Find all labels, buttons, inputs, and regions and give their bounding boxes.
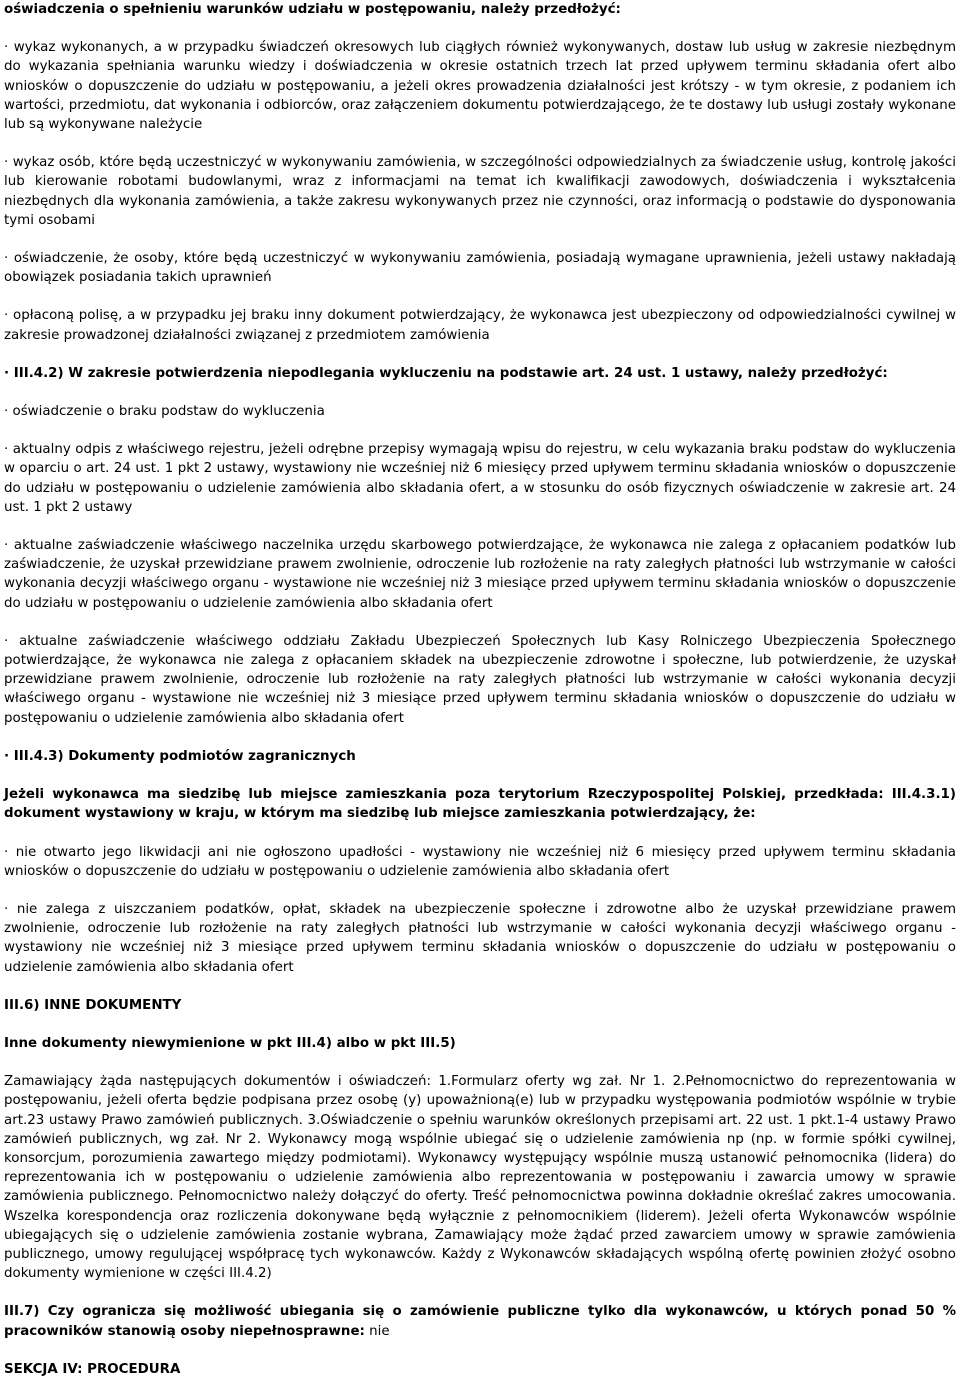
other-documents-heading: Inne dokumenty niewymienione w pkt III.4) albo w pkt III.5) xyxy=(4,1035,456,1051)
list-item-zaswiadczenie-us: · aktualne zaświadczenie właściwego naczelnika urzędu skarbowego potwierdzające, że wykonawca nie zalega z opłacaniem podatków lub zaświadczenie, że uzyskał przewidziane prawem zwolnienie, odroczenie lub rozłożenie na raty zaległych płatności lub wstrzymanie w całości wykonania decyzji właściwego organu - wystawione nie wcześniej niż 3 miesiące przed upływem terminu składania wniosków o dopuszczenie do udziału w postępowaniu o udzielenie zamówienia albo składania ofert xyxy=(4,538,956,611)
list-item-oswiadczenie-braku: · oświadczenie o braku podstaw do wykluczenia xyxy=(4,404,325,420)
section-iii-7-question: III.7) Czy ogranicza się możliwość ubiegania się o zamówienie publiczne tylko dla wykonawców, u których ponad 50 % pracowników stanowią osoby niepełnosprawne: xyxy=(4,1304,956,1339)
list-item-uprawnienia: · oświadczenie, że osoby, które będą uczestniczyć w wykonywaniu zamówienia, posiadają wymagane uprawnienia, jeżeli ustawy nakładają obowiązek posiadania takich uprawnień xyxy=(4,251,956,286)
list-item-likwidacja: · nie otwarto jego likwidacji ani nie ogłoszono upadłości - wystawiony nie wcześniej niż 6 miesięcy przed upływem terminu składania wniosków o dopuszczenie do udziału w postępowaniu o udzielenie zamówienia albo składania ofert xyxy=(4,844,956,879)
list-item-polisa: · opłaconą polisę, a w przypadku jej braku inny dokument potwierdzający, że wykonawca jest ubezpieczony od odpowiedzialności cywilnej w zakresie prowadzonej działalności związanej z przedmiotem zamówienia xyxy=(4,308,956,343)
list-item-zaswiadczenie-zus: · aktualne zaświadczenie właściwego oddziału Zakładu Ubezpieczeń Społecznych lub Kasy Rolniczego Ubezpieczenia Społecznego potwierdzające, że wykonawca nie zalega z opłacaniem składek na ubezpieczenie zdrowotne i społeczne, lub potwierdzenie, że uzyskał przewidziane prawem zwolnienie, odroczenie lub rozłożenie na raty zaległych płatności lub wstrzymanie w całości wykonania decyzji właściwego organu - wystawione nie wcześniej niż 3 miesiące przed upływem terminu składania wniosków o dopuszczenie do udziału w postępowaniu o udzielenie zamówienia albo składania ofert xyxy=(4,633,956,726)
required-documents-paragraph: Zamawiający żąda następujących dokumentów i oświadczeń: 1.Formularz oferty wg zał. Nr 1. 2.Pełnomocnictwo do reprezentowania w postępowaniu, jeżeli oferta będzie podpisana przez osobę (y) upoważnioną(e) lub w przypadku występowania podmiotów wspólnie w trybie art.23 ustawy Prawo zamówień publicznych. 3.Oświadczenie o spełniu warunków określonych przepisami art. 22 ust. 1 pkt.1-4 ustawy Prawo zamówień publicznych, wg zał. Nr 2. Wykonawcy mogą wspólnie ubiegać się o udzielenie zamówienia np (np. w formie spółki cywilnej, konsorcjum, porozumienia zawartego między podmiotami). Wykonawcy występujący wspólnie muszą ustanowić pełnomocnika (lidera) do reprezentowania ich w postępowaniu o udzielenie zamówienia albo reprezentowania w postępowaniu i zawarcia umowy w sprawie zamówienia publicznego. Pełnomocnictwo należy dołączyć do oferty. Treść pełnomocnictwa powinna dokładnie określać zakres umocowania. Wszelka korespondencja oraz rozliczenia dokonywane będą wyłącznie z pełnomocnikiem (liderem). Jeżeli oferta Wykonawców wspólnie ubiegających się o udzielenie zamówienia zostanie wybrana, Zamawiający może żądać przed zawarciem umowy w sprawie zamówienia publicznego, umowy regulującej współpracę tych wykonawców. Każdy z Wykonawców składających wspólną ofertę powinien złożyć osobno dokumenty wymienione w części III.4.2) xyxy=(4,1074,956,1282)
section-intro-heading: oświadczenia o spełnieniu warunków udziału w postępowaniu, należy przedłożyć: xyxy=(4,2,621,17)
foreign-entity-heading: Jeżeli wykonawca ma siedzibę lub miejsce zamieszkania poza terytorium Rzeczypospolitej Polskiej, przedkłada: III.4.3.1) dokument wystawiony w kraju, w którym ma siedzibę lub miejsce zamieszkania potwierdzający, że: xyxy=(4,787,956,822)
section-heading-iii-4-3: · III.4.3) Dokumenty podmiotów zagranicznych xyxy=(4,748,356,764)
section-iii-7-paragraph xyxy=(4,1302,956,1340)
list-item-wykaz-dostaw: · wykaz wykonanych, a w przypadku świadczeń okresowych lub ciągłych również wykonywanych, dostaw lub usług w zakresie niezbędnym do wykazania spełniania warunku wiedzy i doświadczenia w okresie ostatnich trzech lat przed upływem terminu składania ofert albo wniosków o dopuszczenie do udziału w postępowaniu, a jeżeli okres prowadzenia działalności jest krótszy - w tym okresie, z podaniem ich wartości, przedmiotu, dat wykonania i odbiorców, oraz załączeniem dokumentu potwierdzającego, że te dostawy lub usługi zostały wykonane lub są wykonywane należycie xyxy=(4,40,956,133)
list-item-odpis-rejestru: · aktualny odpis z właściwego rejestru, jeżeli odrębne przepisy wymagają wpisu do rejestru, w celu wykazania braku podstaw do wykluczenia w oparciu o art. 24 ust. 1 pkt 2 ustawy, wystawiony nie wcześniej niż 6 miesięcy przed upływem terminu składania wniosków o dopuszczenie do udziału w postępowaniu o udzielenie zamówienia albo składania ofert, a w stosunku do osób fizycznych oświadczenie w zakresie art. 24 ust. 1 pkt 2 ustawy xyxy=(4,442,956,515)
section-iv-heading: SEKCJA IV: PROCEDURA xyxy=(4,1361,181,1377)
section-heading-iii-4-2: · III.4.2) W zakresie potwierdzenia niepodlegania wykluczeniu na podstawie art. 24 ust. 1 ustawy, należy przedłożyć: xyxy=(4,365,888,381)
list-item-wykaz-osob: · wykaz osób, które będą uczestniczyć w wykonywaniu zamówienia, w szczególności odpowiedzialnych za świadczenie usług, kontrolę jakości lub kierowanie robotami budowlanymi, wraz z informacjami na temat ich kwalifikacji zawodowych, doświadczenia i wykształcenia niezbędnych dla wykonania zamówienia, a także zakresu wykonywanych przez nie czynności, oraz informacją o podstawie do dysponowania tymi osobami xyxy=(4,155,956,228)
section-heading-iii-6: III.6) INNE DOKUMENTY xyxy=(4,997,182,1013)
section-iii-7-answer: nie xyxy=(364,1323,390,1339)
list-item-podatki: · nie zalega z uiszczaniem podatków, opłat, składek na ubezpieczenie społeczne i zdrowotne albo że uzyskał przewidziane prawem zwolnienie, odroczenie lub rozłożenie na raty zaległych płatności lub wstrzymanie w całości wykonania decyzji właściwego organu - wystawiony nie wcześniej niż 3 miesiące przed upływem terminu składania wniosków o dopuszczenie do udziału w postępowaniu o udzielenie zamówienia albo składania ofert xyxy=(4,901,956,975)
